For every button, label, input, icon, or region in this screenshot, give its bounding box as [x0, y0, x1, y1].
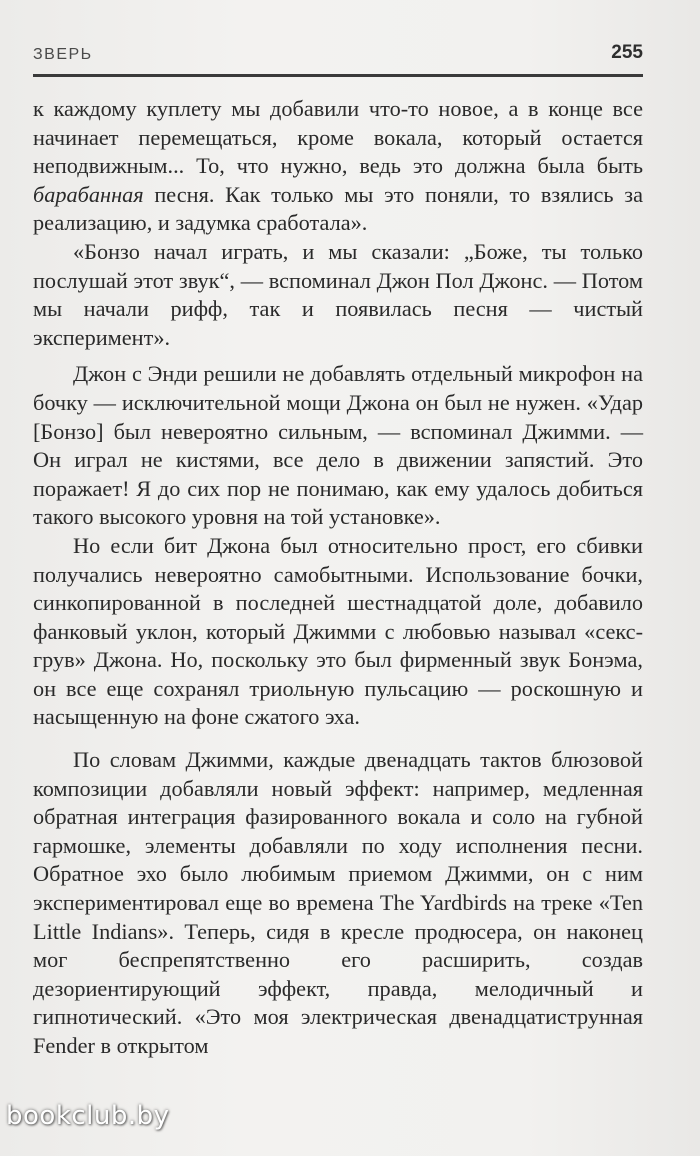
text-run: По словам Джимми, каждые двенадцать тактов блюзовой композиции добавляли новый эффект: например, медленная обратная интеграция фазированного вокала и соло на губной гармошке, элементы добавляли по ходу исполнения песни. Обратное эхо было любимым приемом Джимми, он с ним экспериментировал еще во времена The Yardbirds на треке «Ten Little Indians». Теперь, сидя в кресле продюсера, он наконец мог беспрепятственно его расширить, создав дезориентирующий эффект, правда, мелодичный и гипнотический. «Это моя электрическая двенадцатиструнная Fender в открытом	[33, 747, 643, 1058]
body-text	[33, 95, 643, 1061]
running-head	[33, 40, 643, 77]
text-run: «Бонзо начал играть, и мы сказали: „Боже, ты только послушай этот звук“, — вспоминал Джон Пол Джонс. — Потом мы начали рифф, так и появилась песня — чистый эксперимент».	[33, 238, 643, 350]
text-run: к каждому куплету мы добавили что-то новое, а в конце все начинает перемещаться, кроме вокала, который остается неподвижным... То, что нужно, ведь это должна была быть	[33, 96, 643, 179]
paragraph	[33, 238, 643, 352]
watermark-logo: bookclub.by	[6, 1101, 170, 1131]
paragraph	[33, 746, 643, 1061]
italic-text: барабанная	[33, 181, 144, 207]
text-run: песня. Как только мы это поняли, то взялись за реализацию, и задумка сработала».	[33, 181, 643, 236]
text-run: Джон с Энди решили не добавлять отдельный микрофон на бочку — исключительной мощи Джона он был не нужен. «Удар [Бонзо] был невероятно сильным, — вспоминал Джимми. — Он играл не кистями, все дело в движении запястий. Это поражает! Я до сих пор не понимаю, как ему удалось добиться такого высокого уровня на той установке».	[33, 361, 643, 530]
paragraph	[33, 532, 643, 732]
page-number: 255	[611, 42, 643, 63]
paragraph	[33, 360, 643, 532]
paragraph	[33, 95, 643, 238]
chapter-title: ЗВЕРЬ	[33, 46, 93, 63]
text-run: Но если бит Джона был относительно прост, его сбивки получались невероятно самобытными. Использование бочки, синкопированной в последней шестнадцатой доле, добавило фанковый уклон, который Джимми с любовью называл «секс-грув» Джона. Но, поскольку это был фирменный звук Бонэма, он все еще сохранял триольную пульсацию — роскошную и насыщенную на фоне сжатого эха.	[33, 532, 643, 730]
